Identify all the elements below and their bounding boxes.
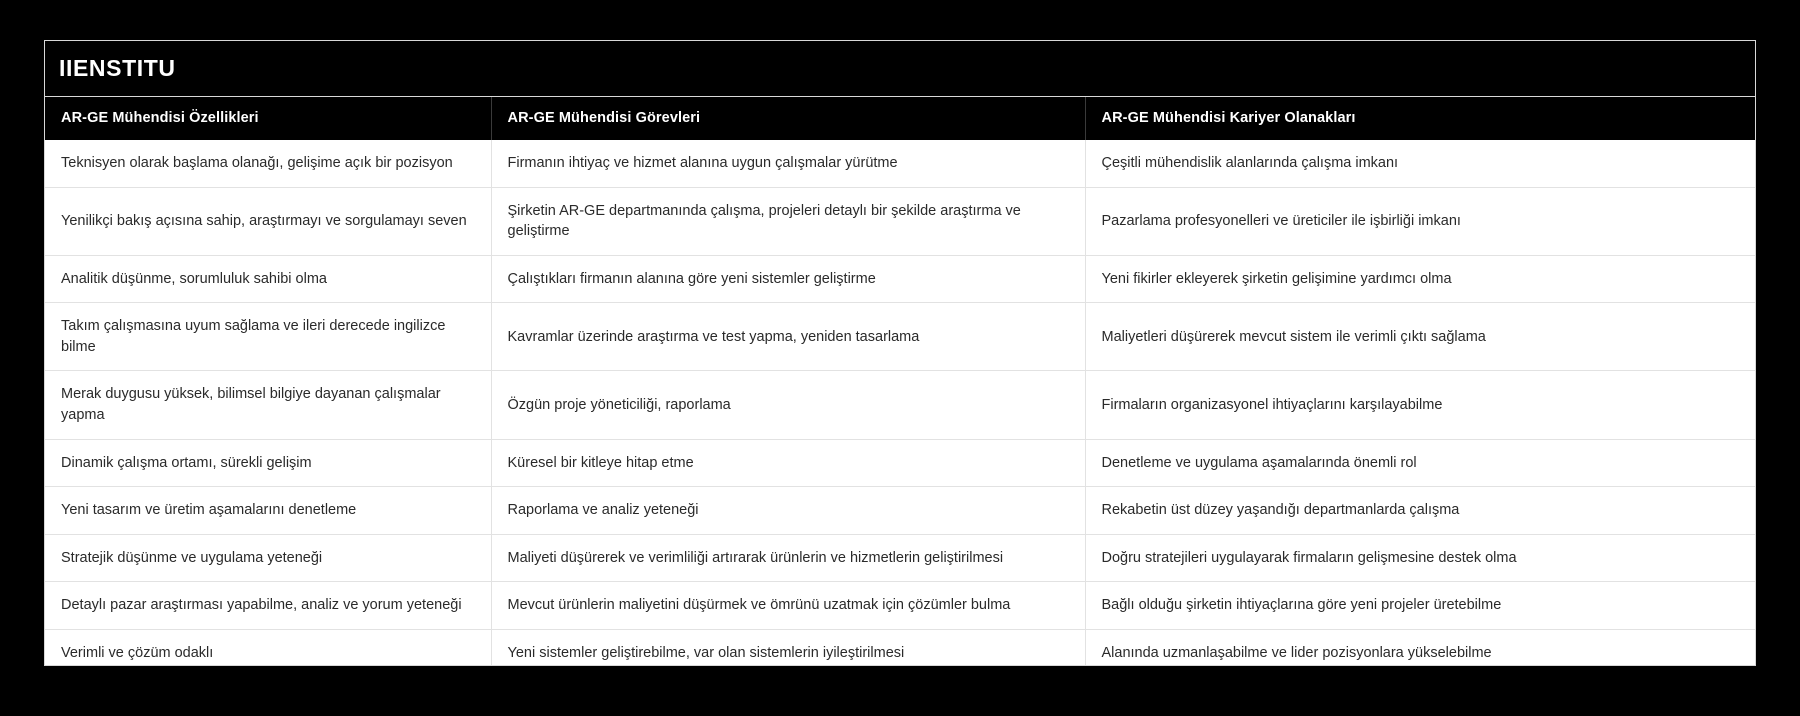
table-cell: Çalıştıkları firmanın alanına göre yeni sistemler geliştirme	[491, 255, 1085, 303]
table-header-row	[45, 97, 1755, 140]
table-cell: Mevcut ürünlerin maliyetini düşürmek ve ömrünü uzatmak için çözümler bulma	[491, 582, 1085, 630]
table-cell: Raporlama ve analiz yeteneği	[491, 487, 1085, 535]
table-row	[45, 582, 1755, 630]
table-head	[45, 97, 1755, 140]
brand-title: IIENSTITU	[59, 55, 176, 81]
table-cell: Özgün proje yöneticiliği, raporlama	[491, 371, 1085, 439]
table-cell: Detaylı pazar araştırması yapabilme, analiz ve yorum yeteneği	[45, 582, 491, 630]
table-cell: Bağlı olduğu şirketin ihtiyaçlarına göre yeni projeler üretebilme	[1085, 582, 1755, 630]
table-row	[45, 487, 1755, 535]
table-cell: Maliyeti düşürerek ve verimliliği artırarak ürünlerin ve hizmetlerin geliştirilmesi	[491, 534, 1085, 582]
table-cell: Merak duygusu yüksek, bilimsel bilgiye dayanan çalışmalar yapma	[45, 371, 491, 439]
table-cell: Rekabetin üst düzey yaşandığı departmanlarda çalışma	[1085, 487, 1755, 535]
table-cell: Alanında uzmanlaşabilme ve lider pozisyonlara yükselebilme	[1085, 629, 1755, 666]
table-row	[45, 140, 1755, 187]
table-cell: Firmanın ihtiyaç ve hizmet alanına uygun çalışmalar yürütme	[491, 140, 1085, 187]
table-cell: Dinamik çalışma ortamı, sürekli gelişim	[45, 439, 491, 487]
table-cell: Kavramlar üzerinde araştırma ve test yapma, yeniden tasarlama	[491, 303, 1085, 371]
table-cell: Denetleme ve uygulama aşamalarında önemli rol	[1085, 439, 1755, 487]
table-row	[45, 371, 1755, 439]
table-cell: Şirketin AR-GE departmanında çalışma, projeleri detaylı bir şekilde araştırma ve geliştirme	[491, 187, 1085, 255]
table-row	[45, 439, 1755, 487]
table-cell: Verimli ve çözüm odaklı	[45, 629, 491, 666]
brand-header	[45, 41, 1755, 97]
table-cell: Doğru stratejileri uygulayarak firmaların gelişmesine destek olma	[1085, 534, 1755, 582]
table-cell: Yeni tasarım ve üretim aşamalarını denetleme	[45, 487, 491, 535]
column-header-gorevler: AR-GE Mühendisi Görevleri	[491, 97, 1085, 140]
table-cell: Firmaların organizasyonel ihtiyaçlarını karşılayabilme	[1085, 371, 1755, 439]
table-cell: Yeni sistemler geliştirebilme, var olan sistemlerin iyileştirilmesi	[491, 629, 1085, 666]
table-cell: Analitik düşünme, sorumluluk sahibi olma	[45, 255, 491, 303]
table-row	[45, 255, 1755, 303]
table-cell: Yenilikçi bakış açısına sahip, araştırmayı ve sorgulamayı seven	[45, 187, 491, 255]
table-row	[45, 534, 1755, 582]
column-header-ozellikler: AR-GE Mühendisi Özellikleri	[45, 97, 491, 140]
table-cell: Teknisyen olarak başlama olanağı, gelişime açık bir pozisyon	[45, 140, 491, 187]
table-cell: Yeni fikirler ekleyerek şirketin gelişimine yardımcı olma	[1085, 255, 1755, 303]
table-row	[45, 629, 1755, 666]
column-header-kariyer: AR-GE Mühendisi Kariyer Olanakları	[1085, 97, 1755, 140]
comparison-table-card	[44, 40, 1756, 666]
table-cell: Maliyetleri düşürerek mevcut sistem ile verimli çıktı sağlama	[1085, 303, 1755, 371]
table-cell: Çeşitli mühendislik alanlarında çalışma imkanı	[1085, 140, 1755, 187]
table-cell: Küresel bir kitleye hitap etme	[491, 439, 1085, 487]
arge-comparison-table	[45, 97, 1755, 666]
table-cell: Takım çalışmasına uyum sağlama ve ileri derecede ingilizce bilme	[45, 303, 491, 371]
table-row	[45, 303, 1755, 371]
table-cell: Stratejik düşünme ve uygulama yeteneği	[45, 534, 491, 582]
table-body	[45, 140, 1755, 666]
table-cell: Pazarlama profesyonelleri ve üreticiler ile işbirliği imkanı	[1085, 187, 1755, 255]
table-row	[45, 187, 1755, 255]
